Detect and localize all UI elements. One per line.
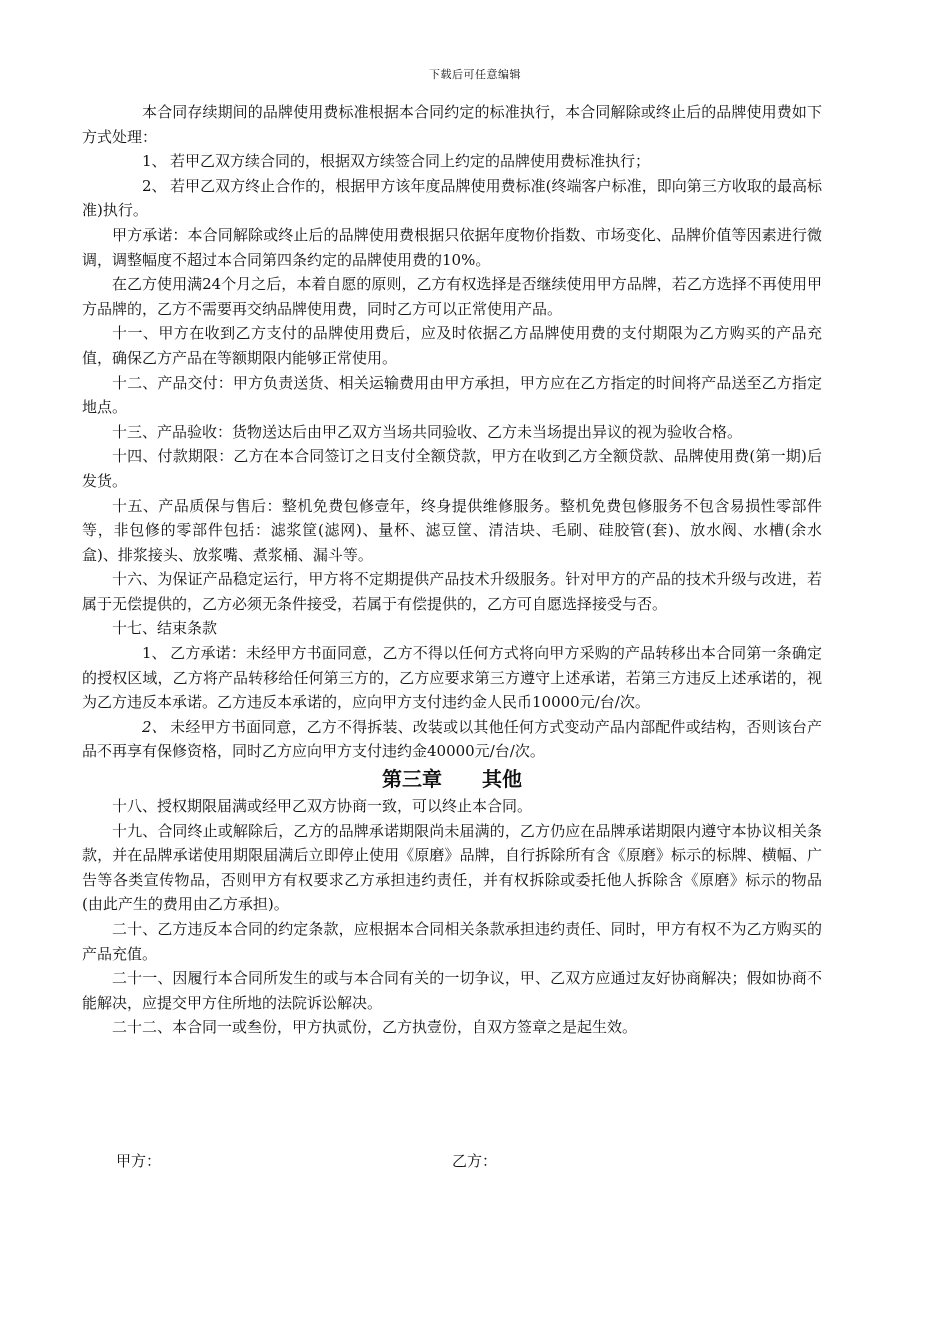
list-item-1 xyxy=(82,149,822,174)
paragraph-brand-fee: 本合同存续期间的品牌使用费标准根据本合同约定的标准执行，本合同解除或终止后的品牌使用费如下方式处理： xyxy=(82,103,822,146)
clause-11: 十一、甲方在收到乙方支付的品牌使用费后，应及时依据乙方品牌使用费的支付期限为乙方购买的产品充值，确保乙方产品在等额期限内能够正常使用。 xyxy=(82,324,822,367)
clause-19: 十九、合同终止或解除后，乙方的品牌承诺期限尚未届满的，乙方仍应在品牌承诺期限内遵守本协议相关条款，并在品牌承诺使用期限届满后立即停止使用《原磨》品牌，自行拆除所有含《原磨》标示的标牌、横幅、广告等各类宣传物品，否则甲方有权要求乙方承担违约责任，并有权拆除或委托他人拆除含《原磨》标示的物品(由此产生的费用由乙方承担)。 xyxy=(82,821,822,914)
document-body xyxy=(82,100,822,1040)
clause-18: 十八、授权期限届满或经甲乙双方协商一致，可以终止本合同。 xyxy=(112,797,533,816)
list-item-17-2 xyxy=(82,715,822,764)
chapter-title: 其他 xyxy=(482,767,522,792)
clause-15: 十五、产品质保与售后：整机免费包修壹年，终身提供维修服务。整机免费包修服务不包含易损性零部件等，非包修的零部件包括：滤浆筐(滤网)、量杯、滤豆筐、清洁块、毛刷、硅胶管(套)、放水阀、水槽(余水盒)、排浆接头、放浆嘴、煮浆桶、漏斗等。 xyxy=(82,496,822,564)
list-text: 乙方承诺：未经甲方书面同意，乙方不得以任何方式将向甲方采购的产品转移出本合同第一条确定的授权区域，乙方将产品转移给任何第三方的，乙方应要求第三方遵守上述承诺，若第三方违反上述承诺的，视为乙方违反本承诺。乙方违反本承诺的，应向甲方支付违约金人民币10000元/台/次。 xyxy=(82,644,822,712)
chapter-number: 第三章 xyxy=(382,767,442,792)
list-number: 1、 xyxy=(142,152,167,171)
chapter-heading xyxy=(82,764,822,794)
list-number: 1、 xyxy=(142,644,167,663)
clause-20: 二十、乙方违反本合同的约定条款，应根据本合同相关条款承担违约责任、同时，甲方有权不为乙方购买的产品充值。 xyxy=(82,920,822,963)
clause-17: 十七、结束条款 xyxy=(112,619,218,638)
list-item-17-1 xyxy=(82,641,822,715)
list-text: 未经甲方书面同意，乙方不得拆装、改装或以其他任何方式变动产品内部配件或结构，否则该台产品不再享有保修资格，同时乙方应向甲方支付违约金40000元/台/次。 xyxy=(82,717,822,761)
list-item-2 xyxy=(82,174,822,223)
clause-22: 二十二、本合同一或叁份，甲方执贰份，乙方执壹份，自双方签章之是起生效。 xyxy=(112,1018,638,1037)
clause-16: 十六、为保证产品稳定运行，甲方将不定期提供产品技术升级服务。针对甲方的产品的技术升级与改进，若属于无偿提供的，乙方必须无条件接受，若属于有偿提供的，乙方可自愿选择接受与否。 xyxy=(82,570,822,613)
clause-14: 十四、付款期限：乙方在本合同签订之日支付全额贷款，甲方在收到乙方全额贷款、品牌使用费(第一期)后发货。 xyxy=(82,447,822,490)
party-a-signature: 甲方： xyxy=(116,1152,162,1170)
list-text: 若甲乙双方终止合作的，根据甲方该年度品牌使用费标准(终端客户标准，即向第三方收取的最高标准)执行。 xyxy=(82,176,822,220)
paragraph-24-months: 在乙方使用满24个月之后，本着自愿的原则，乙方有权选择是否继续使用甲方品牌，若乙方选择不再使用甲方品牌的，乙方不需要再交纳品牌使用费，同时乙方可以正常使用产品。 xyxy=(82,275,822,318)
party-b-signature: 乙方： xyxy=(452,1152,498,1170)
page-header: 下载后可任意编辑 xyxy=(429,68,521,81)
clause-21: 二十一、因履行本合同所发生的或与本合同有关的一切争议，甲、乙双方应通过友好协商解决；假如协商不能解决，应提交甲方住所地的法院诉讼解决。 xyxy=(82,969,822,1012)
paragraph-party-a-promise: 甲方承诺：本合同解除或终止后的品牌使用费根据只依据年度物价指数、市场变化、品牌价值等因素进行微调，调整幅度不超过本合同第四条约定的品牌使用费的10%。 xyxy=(82,225,822,269)
list-number: 2、 xyxy=(142,717,167,736)
list-text: 若甲乙双方续合同的，根据双方续签合同上约定的品牌使用费标准执行； xyxy=(170,152,651,171)
list-number: 2、 xyxy=(142,176,167,195)
clause-13: 十三、产品验收：货物送达后由甲乙双方当场共同验收、乙方未当场提出异议的视为验收合格。 xyxy=(112,422,743,441)
clause-12: 十二、产品交付：甲方负责送货、相关运输费用由甲方承担，甲方应在乙方指定的时间将产品送至乙方指定地点。 xyxy=(82,373,822,417)
